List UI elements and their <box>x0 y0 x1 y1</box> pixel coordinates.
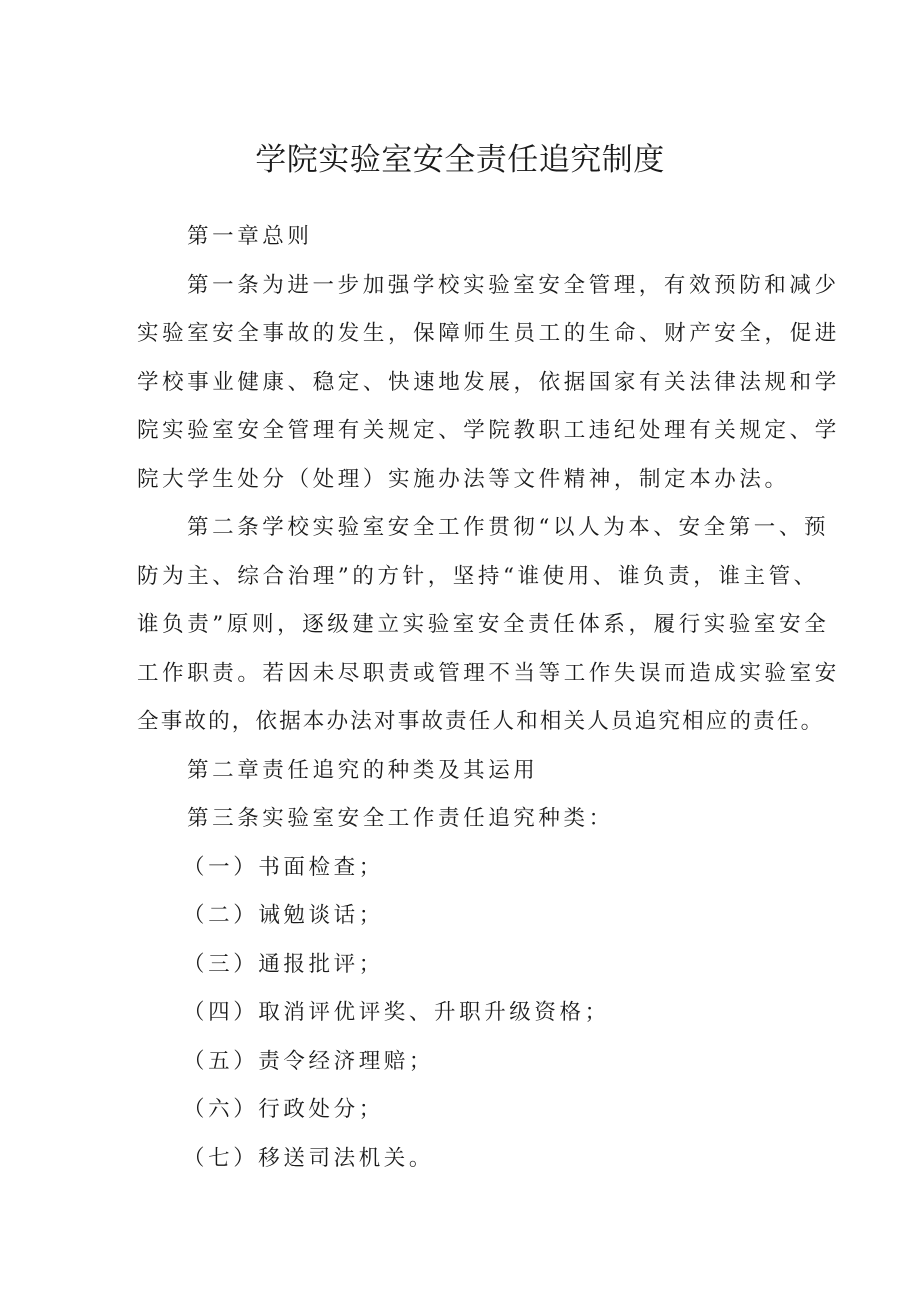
list-item: （三）通报批评； <box>183 951 384 977</box>
article-1 <box>137 262 840 505</box>
article-2-line: 全事故的，依据本办法对事故责任人和相关人员追究相应的责任。 <box>137 709 825 734</box>
article-3-intro: 第三条实验室安全工作责任追究种类： <box>187 806 614 831</box>
list-item: （二）诫勉谈话； <box>183 903 384 928</box>
document-body <box>137 213 840 1183</box>
article-1-line: 实验室安全事故的发生，保障师生员工的生命、财产安全，促进 <box>137 321 840 346</box>
list-item: （一）书面检查； <box>183 854 384 880</box>
list-item: （六）行政处分； <box>183 1097 384 1122</box>
chapter-2-heading: 第二章责任追究的种类及其运用 <box>187 757 539 783</box>
article-1-line: 第一条为进一步加强学校实验室安全管理，有效预防和减少 <box>187 272 840 298</box>
article-2 <box>137 504 840 747</box>
list-item: （五）责令经济理赔； <box>183 1048 435 1074</box>
article-2-line: 谁负责”原则，逐级建立实验室安全责任体系，履行实验室安全 <box>137 612 830 637</box>
chapter-1-heading: 第一章总则 <box>187 224 313 249</box>
list-item: （七）移送司法机关。 <box>183 1145 435 1171</box>
article-3-list <box>137 844 797 1184</box>
list-item: （四）取消评优评奖、升职升级资格； <box>183 1000 610 1025</box>
article-2-line: 防为主、综合治理”的方针，坚持“谁使用、谁负责，谁主管、 <box>137 563 819 589</box>
article-1-line: 院实验室安全管理有关规定、学院教职工违纪处理有关规定、学 <box>137 418 840 443</box>
article-1-line: 学校事业健康、稳定、快速地发展，依据国家有关法律法规和学 <box>137 369 840 395</box>
article-1-line: 院大学生处分（处理）实施办法等文件精神，制定本办法。 <box>137 466 790 492</box>
article-2-line: 第二条学校实验室安全工作贯彻“以人为本、安全第一、预 <box>187 515 830 540</box>
document-title: 学院实验室安全责任追究制度 <box>255 142 665 178</box>
article-2-line: 工作职责。若因未尽职责或管理不当等工作失误而造成实验室安 <box>137 660 840 686</box>
